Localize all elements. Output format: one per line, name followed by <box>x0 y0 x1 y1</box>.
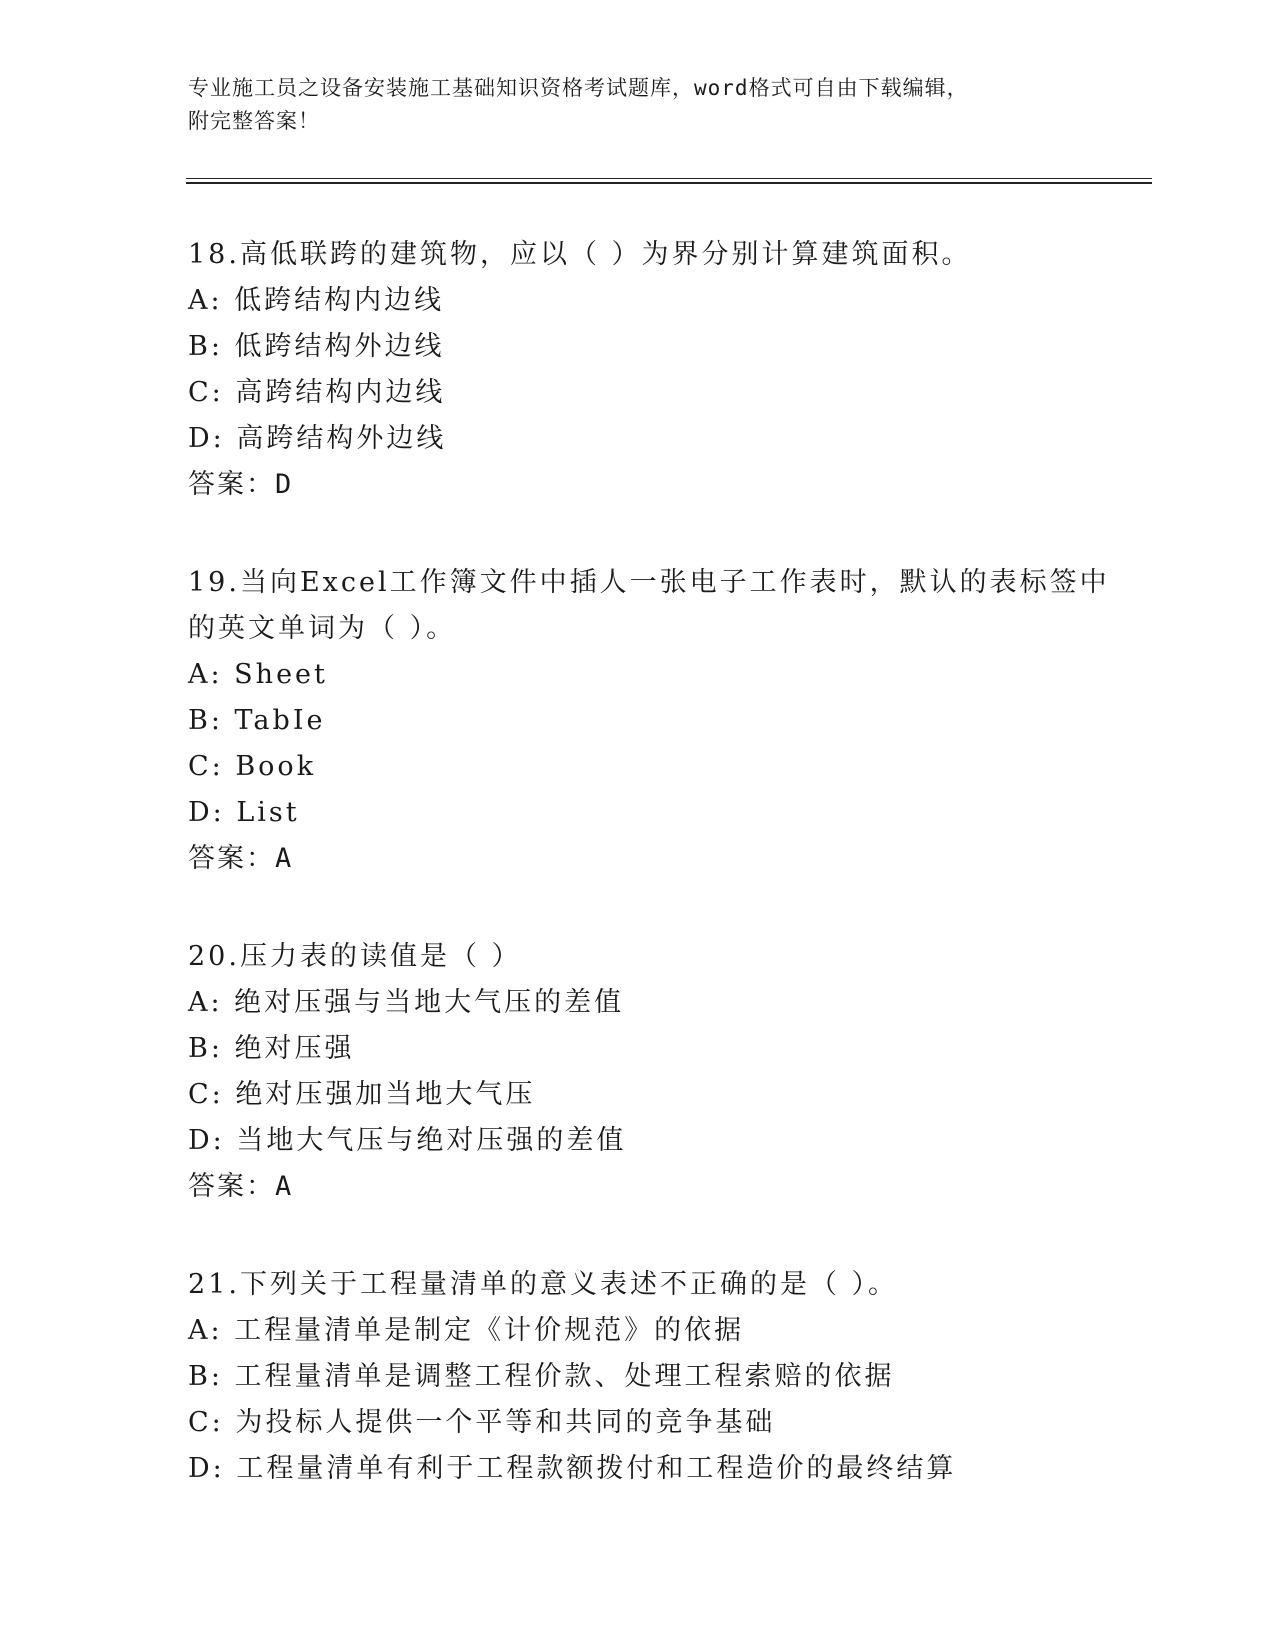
option-a: A: Sheet <box>188 659 328 690</box>
question-stem: 21.下列关于工程量清单的意义表述不正确的是（ ）。 <box>188 1269 899 1300</box>
answer-label: 答案： <box>188 1171 275 1202</box>
question-stem: 20.压力表的读值是（ ） <box>188 941 522 972</box>
question-19 <box>188 560 1118 882</box>
header-line-2: 附完整答案！ <box>188 109 320 133</box>
question-18 <box>188 232 1118 508</box>
answer-line <box>188 462 1118 508</box>
option-b: B: 低跨结构外边线 <box>188 331 445 362</box>
header-rule-thin <box>186 178 1152 179</box>
option-d: D: List <box>188 797 300 828</box>
answer-label: 答案： <box>188 843 275 874</box>
question-stem: 18.高低联跨的建筑物，应以（ ）为界分别计算建筑面积。 <box>188 239 972 270</box>
question-list <box>188 232 1118 1544</box>
answer-label: 答案： <box>188 469 275 500</box>
question-stem: 19.当向Excel工作簿文件中插人一张电子工作表时，默认的表标签中的英文单词为（ ）。 <box>188 567 1110 644</box>
option-b: B: 绝对压强 <box>188 1033 355 1064</box>
option-a: A: 工程量清单是制定《计价规范》的依据 <box>188 1315 745 1346</box>
option-c: C: Book <box>188 751 317 782</box>
answer-line <box>188 836 1118 882</box>
option-c: C: 绝对压强加当地大气压 <box>188 1079 536 1110</box>
answer-value: D <box>275 469 294 500</box>
option-c: C: 高跨结构内边线 <box>188 377 446 408</box>
header-rule-thick <box>186 182 1152 184</box>
option-c: C: 为投标人提供一个平等和共同的竞争基础 <box>188 1407 776 1438</box>
document-header <box>188 72 1068 138</box>
answer-value: A <box>275 1171 294 1202</box>
option-a: A: 低跨结构内边线 <box>188 285 445 316</box>
option-a: A: 绝对压强与当地大气压的差值 <box>188 987 625 1018</box>
option-b: B: TabIe <box>188 705 326 736</box>
option-d: D: 当地大气压与绝对压强的差值 <box>188 1125 627 1156</box>
answer-value: A <box>275 843 294 874</box>
option-b: B: 工程量清单是调整工程价款、处理工程索赔的依据 <box>188 1361 895 1392</box>
question-20 <box>188 934 1118 1210</box>
answer-line <box>188 1164 1118 1210</box>
header-line-1: 专业施工员之设备安装施工基础知识资格考试题库，word格式可自由下载编辑， <box>188 76 969 100</box>
question-21 <box>188 1262 1118 1492</box>
option-d: D: 高跨结构外边线 <box>188 423 447 454</box>
option-d: D: 工程量清单有利于工程款额拨付和工程造价的最终结算 <box>188 1453 957 1484</box>
